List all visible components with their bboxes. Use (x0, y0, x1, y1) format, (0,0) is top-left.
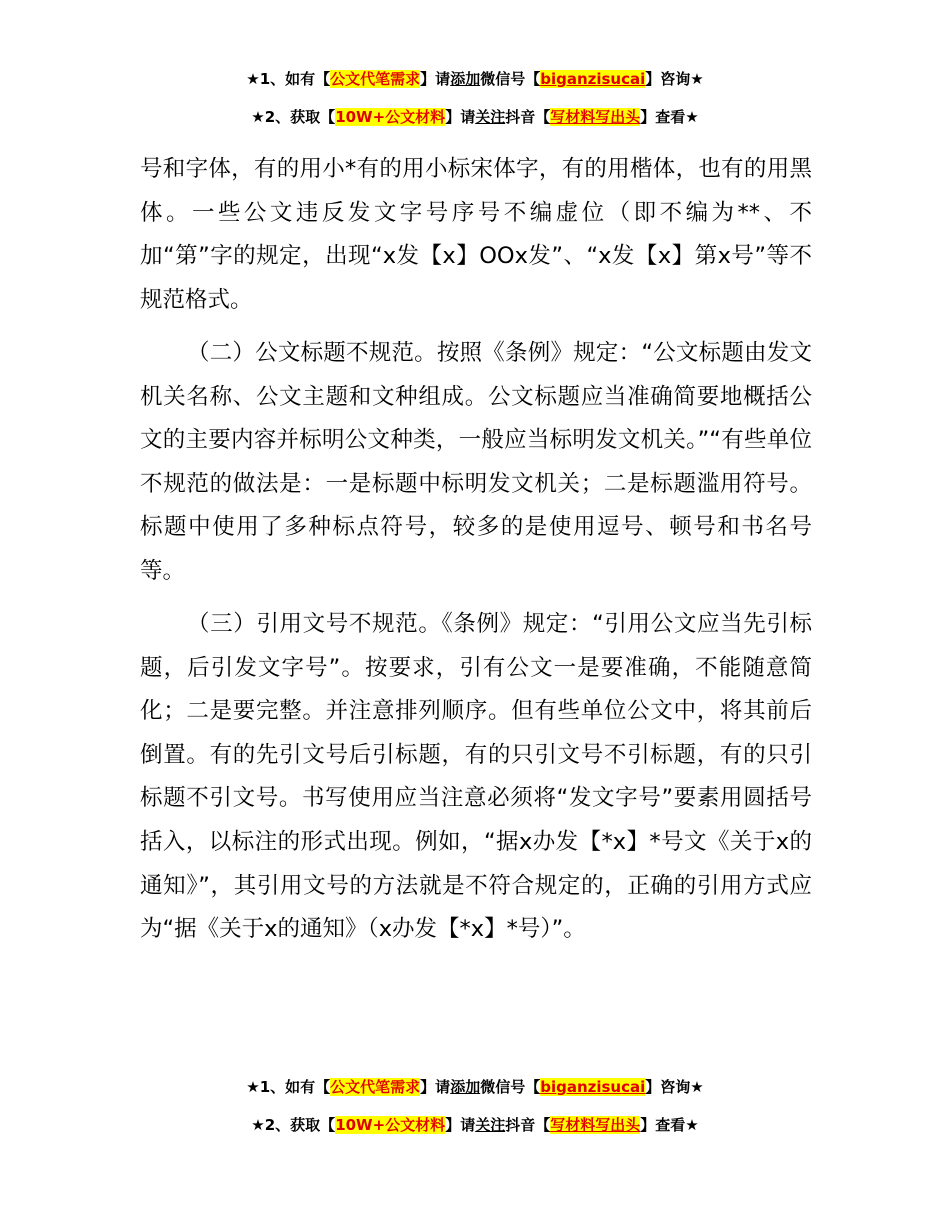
paragraph-text: （二）公文标题不规范。按照《条例》规定：“公文标题由发文机关名称、公文主题和文种组成。公文标题应当准确简要地概括公文的主要内容并标明公文种类，一般应当标明发文机关。”“有些单位不规范的做法是：一是标题中标明发文机关；二是标题滥用符号。标题中使用了多种标点符号，较多的是使用逗号、顿号和书名号等。 (140, 340, 812, 584)
paragraph-title-issues (140, 332, 812, 594)
promo-text: 】请 (420, 1078, 451, 1096)
paragraph-continuation (140, 148, 812, 322)
footer-promo-line-1 (0, 1076, 950, 1098)
promo-highlight: 公文代笔需求 (330, 1078, 421, 1096)
promo-text: 】请 (445, 108, 476, 126)
paragraph-text: （三）引用文号不规范。《条例》规定：“引用公文应当先引标题，后引发文字号”。按要求，引有公文一是要准确，不能随意简化；二是要完整。并注意排列顺序。但有些单位公文中，将其前后倒置。有的先引文号后引标题，有的只引文号不引标题，有的只引标题不引文号。书写使用应当注意必须将“发文字号”要素用圆括号括入，以标注的形式出现。例如，“据x办发【*x】*号文《关于x的通知》”，其引用文号的方法就是不符合规定的，正确的引用方式应为“据《关于x的通知》（x办发【*x】*号）”。 (140, 611, 812, 943)
promo-underlined: 关注 (475, 1116, 506, 1134)
promo-text: 】请 (445, 1116, 476, 1134)
promo-douyin-id: 写材料写出头 (550, 108, 641, 126)
promo-text: ★2、获取【 (251, 108, 336, 126)
promo-text: 抖音【 (505, 108, 551, 126)
header-promo-line-2 (0, 106, 950, 128)
promo-wechat-id: biganzisucai (540, 1078, 646, 1096)
paragraph-text: 号和字体，有的用小*有的用小标宋体字，有的用楷体，也有的用黑体。一些公文违反发文字号序号不编虚位（即不编为**、不加“第”字的规定，出现“x发【x】OOx发”、“x发【x】第x号”等不规范格式。 (140, 156, 812, 313)
footer-promo-line-2 (0, 1114, 950, 1136)
promo-text: ★1、如有【 (246, 1078, 331, 1096)
promo-highlight: 10W+公文材料 (335, 1116, 446, 1134)
promo-wechat-id: biganzisucai (540, 70, 646, 88)
promo-highlight: 10W+公文材料 (335, 108, 446, 126)
promo-underlined: 添加 (450, 1078, 481, 1096)
promo-text: ★1、如有【 (246, 70, 331, 88)
paragraph-citation-issues (140, 603, 812, 952)
promo-text: 微信号【 (480, 1078, 541, 1096)
promo-text: 】请 (420, 70, 451, 88)
header-promo-line-1 (0, 68, 950, 90)
promo-text: 】咨询★ (645, 70, 704, 88)
promo-douyin-id: 写材料写出头 (550, 1116, 641, 1134)
promo-underlined: 添加 (450, 70, 481, 88)
promo-text: 】咨询★ (645, 1078, 704, 1096)
promo-text: 微信号【 (480, 70, 541, 88)
promo-text: 】查看★ (640, 108, 699, 126)
promo-text: ★2、获取【 (251, 1116, 336, 1134)
promo-highlight: 公文代笔需求 (330, 70, 421, 88)
promo-text: 抖音【 (505, 1116, 551, 1134)
promo-underlined: 关注 (475, 108, 506, 126)
promo-text: 】查看★ (640, 1116, 699, 1134)
